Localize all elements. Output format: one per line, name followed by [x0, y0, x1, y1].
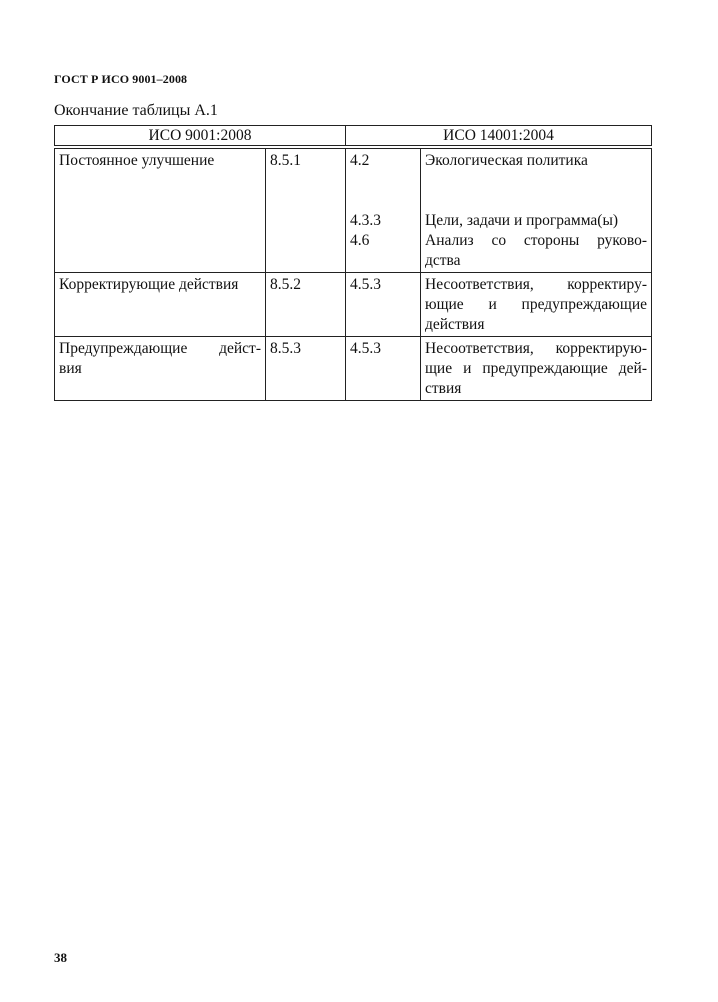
iso14001-title: Анализ со стороны руково-	[425, 232, 647, 249]
header-iso9001: ИСО 9001:2008	[55, 126, 346, 146]
iso9001-title: Постоянное улучшение	[59, 152, 215, 169]
iso14001-clause: 4.3.3	[350, 212, 381, 229]
document-header-code: ГОСТ Р ИСО 9001–2008	[54, 72, 188, 86]
iso9001-title-cell	[55, 149, 266, 273]
iso9001-title-cell	[55, 337, 266, 401]
iso14001-title: ющие и предупреждающие	[425, 296, 647, 313]
iso14001-title-cell	[421, 273, 652, 337]
iso14001-title-cell	[421, 337, 652, 401]
iso14001-title: действия	[425, 316, 485, 333]
page-number: 38	[54, 950, 67, 965]
iso14001-clause-cell	[346, 337, 421, 401]
iso14001-title: ствия	[425, 380, 462, 397]
correspondence-table	[54, 148, 652, 401]
iso14001-title-cell	[421, 149, 652, 273]
iso14001-title: Несоответствия, корректиру-	[425, 276, 647, 293]
iso14001-clause: 4.2	[350, 152, 370, 169]
iso14001-clause: 4.6	[350, 232, 370, 249]
iso9001-title: Предупреждающие дейст-	[59, 340, 261, 357]
table-caption: Окончание таблицы А.1	[54, 102, 218, 119]
iso9001-clause-cell	[266, 273, 346, 337]
iso9001-title-cell	[55, 273, 266, 337]
iso14001-title: дства	[425, 252, 461, 269]
iso14001-title: Цели, задачи и программа(ы)	[425, 212, 619, 229]
iso9001-clause-cell	[266, 337, 346, 401]
iso9001-clause: 8.5.3	[270, 340, 301, 357]
iso14001-clause-cell	[346, 149, 421, 273]
table-group-header	[54, 125, 652, 146]
iso14001-title: щие и предупреждающие дей-	[425, 360, 647, 377]
iso14001-title: Экологическая политика	[425, 152, 588, 169]
iso9001-title: Корректирующие действия	[59, 276, 239, 293]
spacer	[425, 171, 647, 211]
iso14001-clause: 4.5.3	[350, 276, 381, 293]
iso14001-clause: 4.5.3	[350, 340, 381, 357]
table-row	[55, 273, 652, 337]
spacer	[350, 171, 416, 211]
iso9001-clause: 8.5.2	[270, 276, 301, 293]
iso14001-title: Несоответствия, корректирую-	[425, 340, 647, 357]
iso9001-clause: 8.5.1	[270, 152, 301, 169]
header-iso14001: ИСО 14001:2004	[346, 126, 652, 146]
iso9001-clause-cell	[266, 149, 346, 273]
table-row	[55, 149, 652, 273]
iso9001-title: вия	[59, 360, 82, 377]
iso14001-clause-cell	[346, 273, 421, 337]
table-row	[55, 337, 652, 401]
